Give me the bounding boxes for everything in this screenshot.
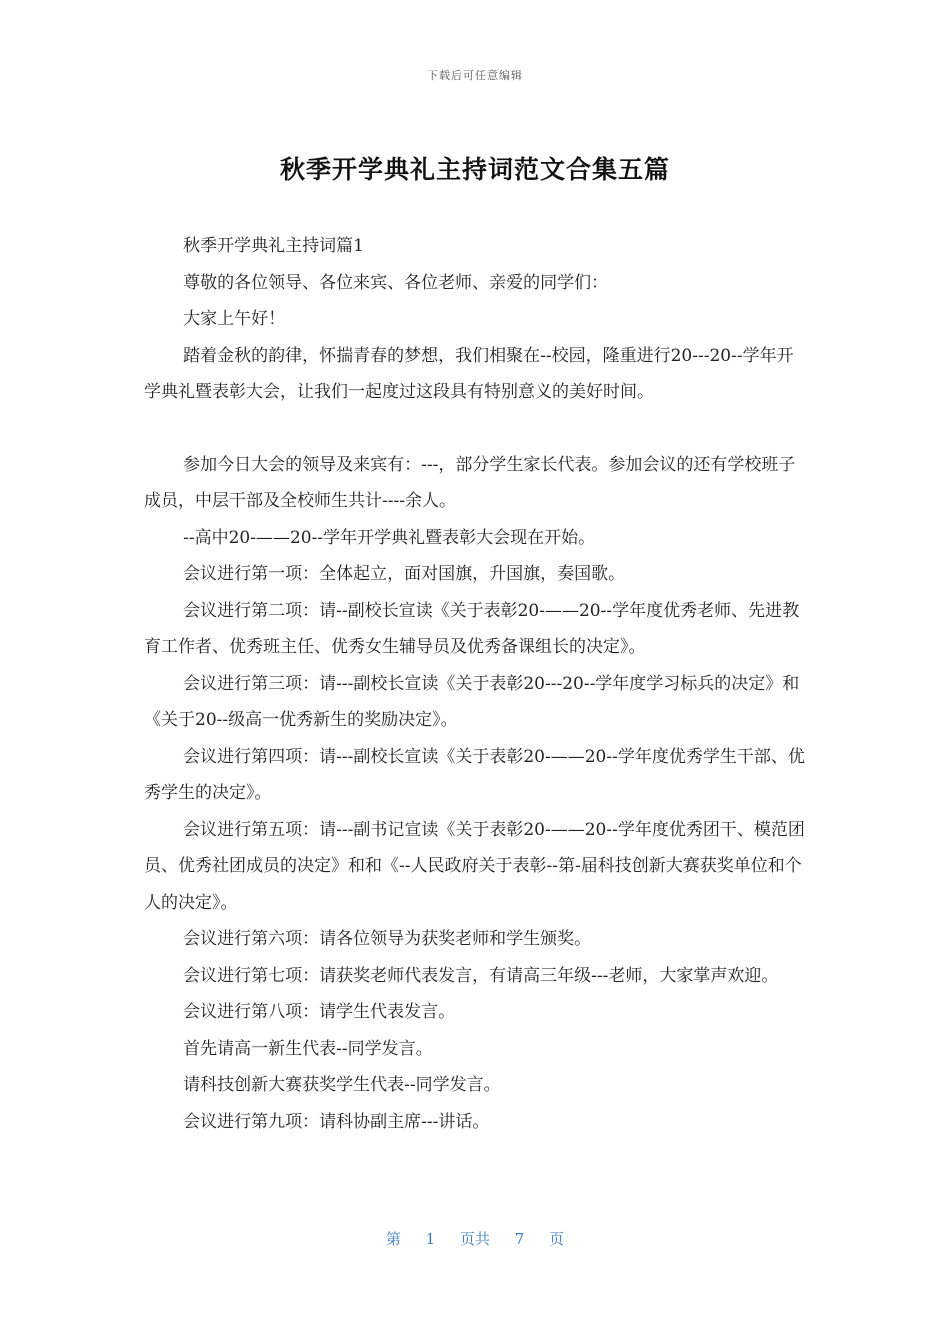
document-body: [144, 228, 810, 1140]
document-title: 秋季开学典礼主持词范文合集五篇: [279, 155, 670, 184]
paragraph-section-heading: 秋季开学典礼主持词篇1: [183, 236, 364, 256]
paragraph-good-morning: 大家上午好！: [183, 309, 286, 329]
paragraph-item-3: 会议进行第三项：请---副校长宣读《关于表彰20---20--学年度学习标兵的决定》和《关于20--级高一优秀新生的奖励决定》。: [144, 673, 800, 730]
paragraph-item-7: 会议进行第七项：请获奖老师代表发言，有请高三年级---老师，大家掌声欢迎。: [183, 965, 779, 986]
paragraph-freshman-speech: 首先请高一新生代表--同学发言。: [183, 1038, 433, 1059]
paragraph-item-2: 会议进行第二项：请--副校长宣读《关于表彰20-——20--学年度优秀老师、先进教育工作者、优秀班主任、优秀女生辅导员及优秀备课组长的决定》。: [144, 600, 800, 657]
footer-page-number: 1: [425, 1230, 436, 1248]
paragraph-item-6: 会议进行第六项：请各位领导为获奖老师和学生颁奖。: [183, 929, 592, 949]
footer-suffix: 页: [549, 1230, 565, 1248]
paragraph-start: --高中20-——20--学年开学典礼暨表彰大会现在开始。: [183, 527, 596, 548]
paragraph-opening: 踏着金秋的韵律，怀揣青春的梦想，我们相聚在--校园，隆重进行20---20--学年开学典礼暨表彰大会，让我们一起度过这段具有特别意义的美好时间。: [144, 345, 794, 402]
paragraph-winner-speech: 请科技创新大赛获奖学生代表--同学发言。: [183, 1075, 501, 1095]
paragraph-item-8: 会议进行第八项：请学生代表发言。: [183, 1002, 456, 1022]
header-note: 下载后可任意编辑: [427, 69, 523, 82]
page-footer: [0, 1228, 950, 1249]
footer-middle: 页共: [459, 1230, 490, 1248]
paragraph-item-4: 会议进行第四项：请---副校长宣读《关于表彰20-——20--学年度优秀学生干部、优秀学生的决定》。: [144, 746, 805, 803]
footer-prefix: 第: [385, 1230, 401, 1248]
footer-total-pages: 7: [514, 1230, 525, 1248]
paragraph-attendees: 参加今日大会的领导及来宾有：---，部分学生家长代表。参加会议的还有学校班子成员，中层干部及全校师生共计----余人。: [144, 454, 796, 511]
paragraph-item-1: 会议进行第一项：全体起立，面对国旗，升国旗，奏国歌。: [183, 564, 626, 584]
paragraph-item-9: 会议进行第九项：请科协副主席---讲话。: [183, 1111, 490, 1132]
paragraph-greeting: 尊敬的各位领导、各位来宾、各位老师、亲爱的同学们：: [183, 272, 609, 293]
paragraph-item-5: 会议进行第五项：请---副书记宣读《关于表彰20-——20--学年度优秀团干、模范团员、优秀社团成员的决定》和和《--人民政府关于表彰--第-届科技创新大赛获奖单位和个人的决定》。: [144, 819, 805, 913]
